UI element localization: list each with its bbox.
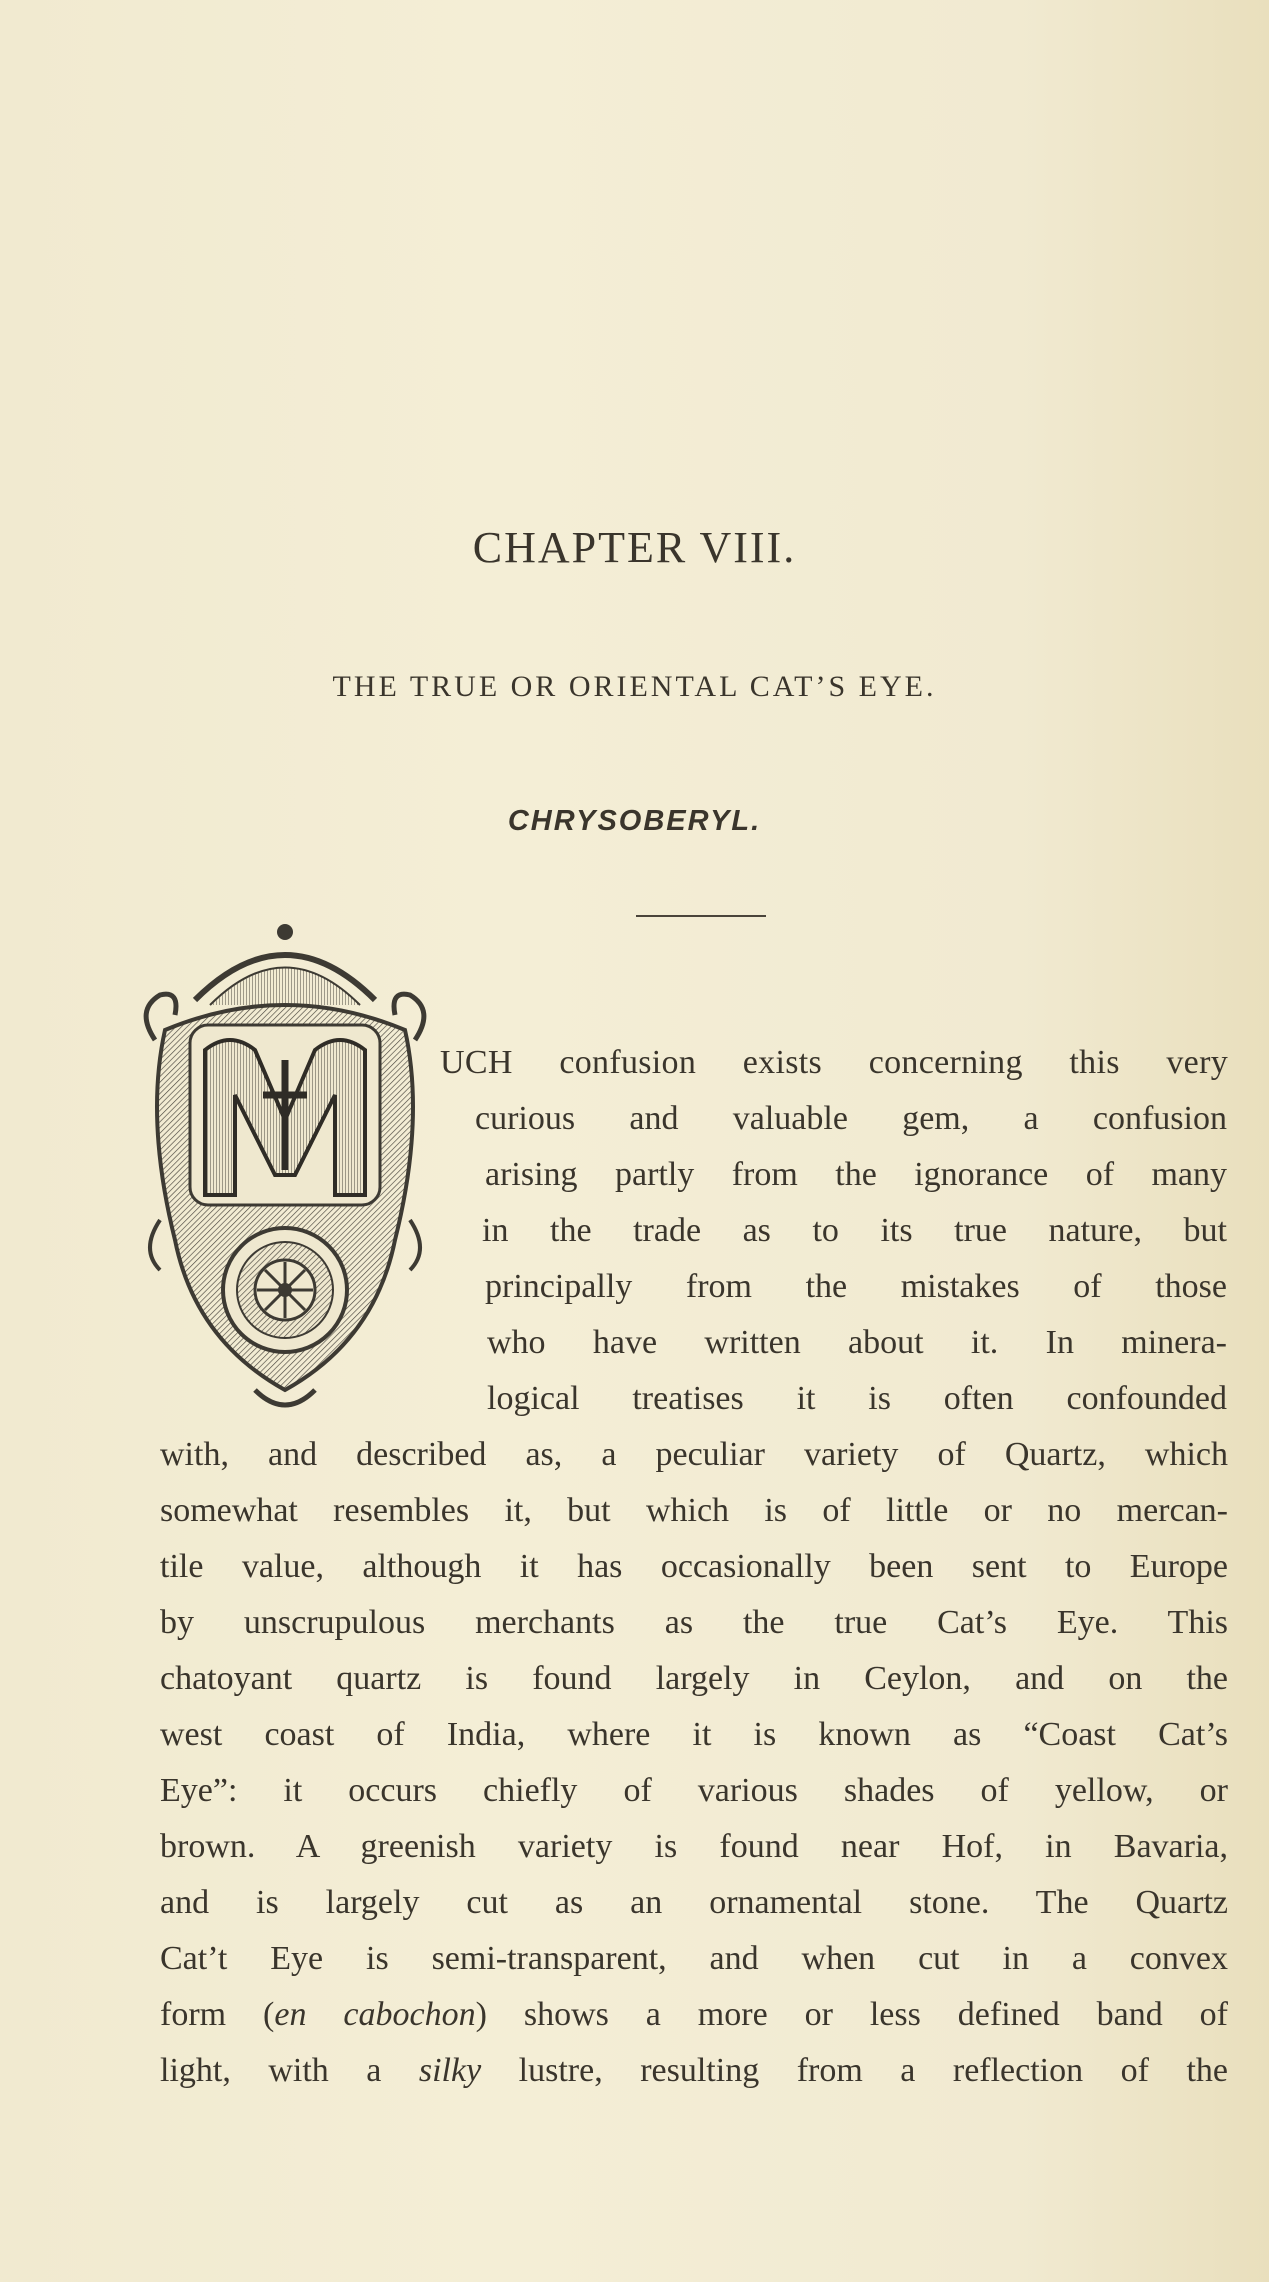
- text-line-14: Eye”: it occurs chiefly of various shades of yellow, or: [160, 1772, 1228, 1809]
- text-line-8: with, and described as, a peculiar variety of Quartz, which: [160, 1436, 1228, 1473]
- ornate-initial-m-icon: [135, 920, 435, 1420]
- text-line-13: west coast of India, where it is known as “Coast Cat’s: [160, 1716, 1228, 1753]
- text-line-11: by unscrupulous merchants as the true Cat’s Eye. This: [160, 1604, 1228, 1641]
- text-line-12: chatoyant quartz is found largely in Ceylon, and on the: [160, 1660, 1228, 1697]
- text-line-2: curious and valuable gem, a confusion: [475, 1100, 1227, 1137]
- text-line-16: and is largely cut as an ornamental stone. The Quartz: [160, 1884, 1228, 1921]
- text-line-3: arising partly from the ignorance of many: [485, 1156, 1227, 1193]
- text-line-1: UCH confusion exists concerning this very: [440, 1044, 1228, 1081]
- text-line-18: form (en cabochon) shows a more or less defined band of: [160, 1996, 1229, 2033]
- chapter-subtitle: THE TRUE OR ORIENTAL CAT’S EYE.: [332, 670, 937, 703]
- text-line-5: principally from the mistakes of those: [485, 1268, 1227, 1305]
- chapter-heading: CHAPTER VIII.: [472, 523, 797, 572]
- text-line-6: who have written about it. In minera-: [487, 1324, 1227, 1361]
- section-rule: [636, 915, 766, 917]
- text-line-19: light, with a silky lustre, resulting from a reflection of the: [160, 2052, 1228, 2089]
- text-line-17: Cat’t Eye is semi-transparent, and when cut in a convex: [160, 1940, 1228, 1977]
- italic-word: silky: [418, 2052, 482, 2089]
- italic-phrase: en cabochon: [274, 1996, 476, 2033]
- mineral-name: CHRYSOBERYL.: [507, 805, 762, 837]
- text-line-9: somewhat resembles it, but which is of little or no mercan-: [160, 1492, 1228, 1529]
- text-line-10: tile value, although it has occasionally been sent to Europe: [160, 1548, 1228, 1585]
- text-line-7: logical treatises it is often confounded: [487, 1380, 1227, 1417]
- text-line-15: brown. A greenish variety is found near Hof, in Bavaria,: [160, 1828, 1228, 1865]
- text-line-4: in the trade as to its true nature, but: [482, 1212, 1227, 1249]
